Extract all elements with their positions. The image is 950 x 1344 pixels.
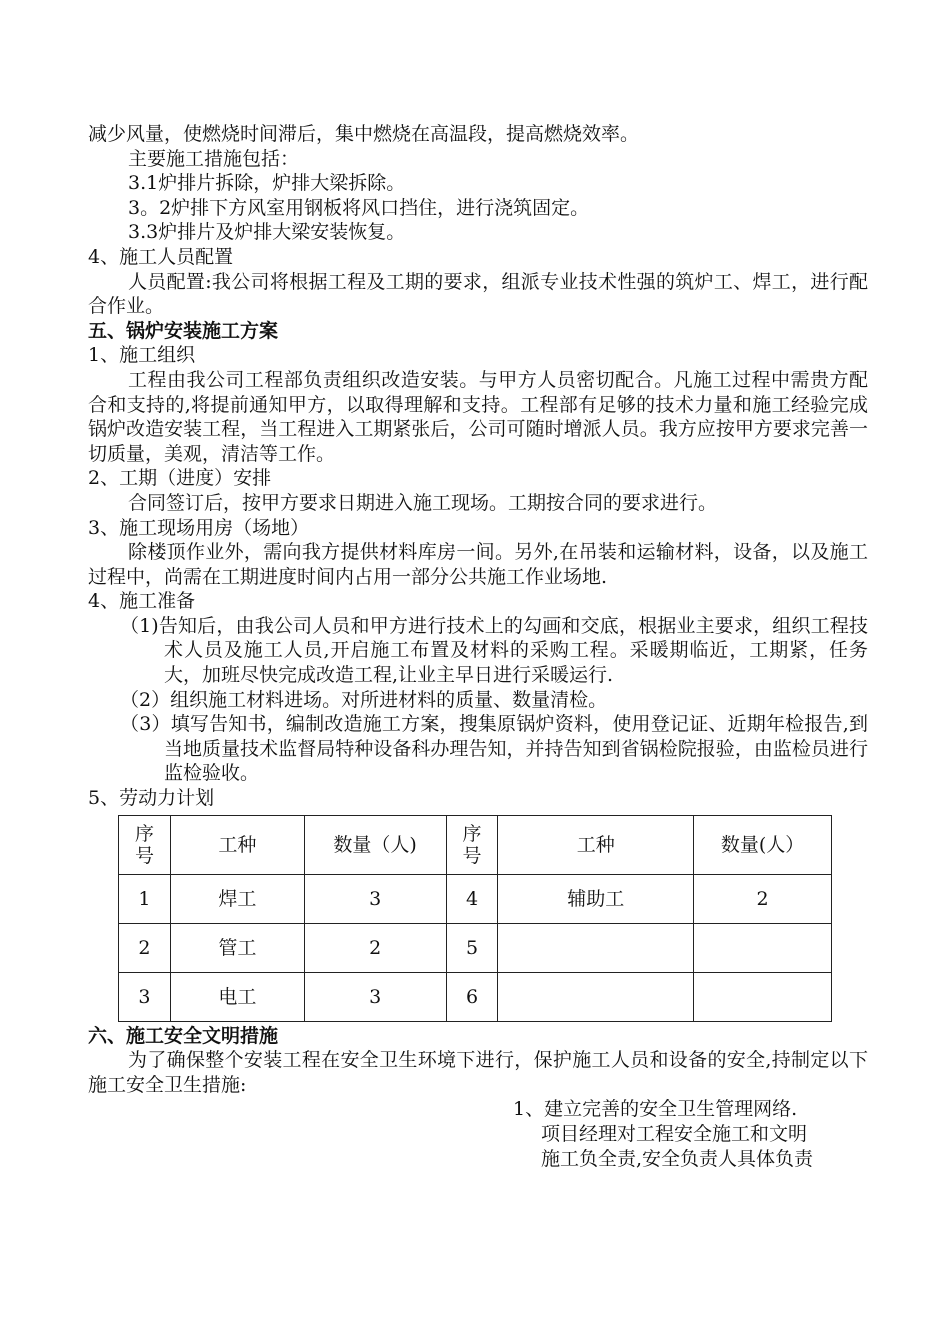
- measures-intro: 主要施工措施包括：: [128, 147, 300, 170]
- table-header-row: [119, 815, 832, 874]
- paragraph: 合同签订后，按甲方要求日期进入施工现场。工期按合同的要求进行。: [128, 491, 718, 514]
- section-heading: 六、施工安全文明措施: [88, 1024, 279, 1047]
- text-line: 减少风量，使燃烧时间滞后，集中燃烧在高温段，提高燃烧效率。: [88, 123, 640, 145]
- safety-item-text: 项目经理对工程安全施工和文明: [541, 1123, 808, 1145]
- table-cell: 电工: [170, 972, 304, 1021]
- list-item: （3）填写告知书，编制改造施工方案，搜集原锅炉资料，使用登记证、近期年检报告,到当地质量技术监督局特种设备科办理告知，并持告知到省锅检院报验，由监检员进行监检验收。: [120, 713, 868, 785]
- table-cell: 3: [119, 972, 171, 1021]
- labor-plan-table: [118, 815, 832, 1022]
- header-cell: 工种: [170, 815, 304, 874]
- measure-item: 3.3炉排片及炉排大梁安装恢复。: [128, 221, 406, 244]
- paragraph: 为了确保整个安装工程在安全卫生环境下进行，保护施工人员和设备的安全,持制定以下施工安全卫生措施:: [88, 1049, 868, 1096]
- subheading: 3、施工现场用房（场地）: [88, 516, 310, 539]
- table-cell: 6: [446, 972, 498, 1021]
- table-cell: 5: [446, 923, 498, 972]
- header-cell: 序号: [119, 815, 171, 874]
- table-cell: [694, 972, 832, 1021]
- table-cell: 焊工: [170, 874, 304, 923]
- table-row: [119, 874, 832, 923]
- table-cell: 3: [304, 972, 446, 1021]
- subheading: 2、工期（进度）安排: [88, 467, 272, 490]
- table-cell: 2: [119, 923, 171, 972]
- table-cell: 2: [694, 874, 832, 923]
- measure-item: 3。2炉排下方风室用钢板将风口挡住，进行浇筑固定。: [128, 196, 590, 219]
- header-cell: 数量(人）: [694, 815, 832, 874]
- table-cell: 辅助工: [498, 874, 694, 923]
- header-cell: 序号: [446, 815, 498, 874]
- safety-item-block: [513, 1097, 868, 1171]
- measure-item: 3.1炉排片拆除，炉排大梁拆除。: [128, 172, 406, 195]
- document-page: [88, 122, 868, 1171]
- table-cell: 3: [304, 874, 446, 923]
- subheading: 4、施工准备: [88, 590, 196, 613]
- list-item: （2）组织施工材料进场。对所进材料的质量、数量清检。: [120, 688, 608, 711]
- paragraph: 除楼顶作业外，需向我方提供材料库房一间。另外,在吊装和运输材料，设备，以及施工过程中，尚需在工期进度时间内占用一部分公共施工作业场地.: [88, 541, 868, 588]
- safety-item-text: 施工负全责,安全负责人具体负责: [541, 1147, 814, 1170]
- list-item: （1)告知后，由我公司人员和甲方进行技术上的勾画和交底，根据业主要求，组织工程技术人员及施工人员,开启施工布置及材料的采购工程。采暖期临近，工期紧，任务大，加班尽快完成改造工程,让业主早日进行采暖运行.: [120, 614, 868, 687]
- safety-item-title: 1、建立完善的安全卫生管理网络.: [513, 1098, 798, 1121]
- subheading: 4、施工人员配置: [88, 245, 234, 268]
- table-cell: [694, 923, 832, 972]
- table-cell: [498, 923, 694, 972]
- header-cell: 数量（人): [304, 815, 446, 874]
- subheading: 1、施工组织: [88, 344, 196, 367]
- table-cell: 2: [304, 923, 446, 972]
- subheading: 5、劳动力计划: [88, 787, 215, 810]
- table-cell: 管工: [170, 923, 304, 972]
- table-row: [119, 972, 832, 1021]
- paragraph: 工程由我公司工程部负责组织改造安装。与甲方人员密切配合。凡施工过程中需贵方配合和支持的,将提前通知甲方，以取得理解和支持。工程部有足够的技术力量和施工经验完成锅炉改造安装工程，当工程进入工期紧张后，公司可随时增派人员。我方应按甲方要求完善一切质量，美观，清洁等工作。: [88, 368, 868, 465]
- table-cell: 1: [119, 874, 171, 923]
- table-row: [119, 923, 832, 972]
- paragraph: 人员配置:我公司将根据工程及工期的要求，组派专业技术性强的筑炉工、焊工，进行配合作业。: [88, 270, 868, 318]
- table-cell: 4: [446, 874, 498, 923]
- section-heading: 五、锅炉安装施工方案: [88, 319, 279, 342]
- header-cell: 工种: [498, 815, 694, 874]
- table-cell: [498, 972, 694, 1021]
